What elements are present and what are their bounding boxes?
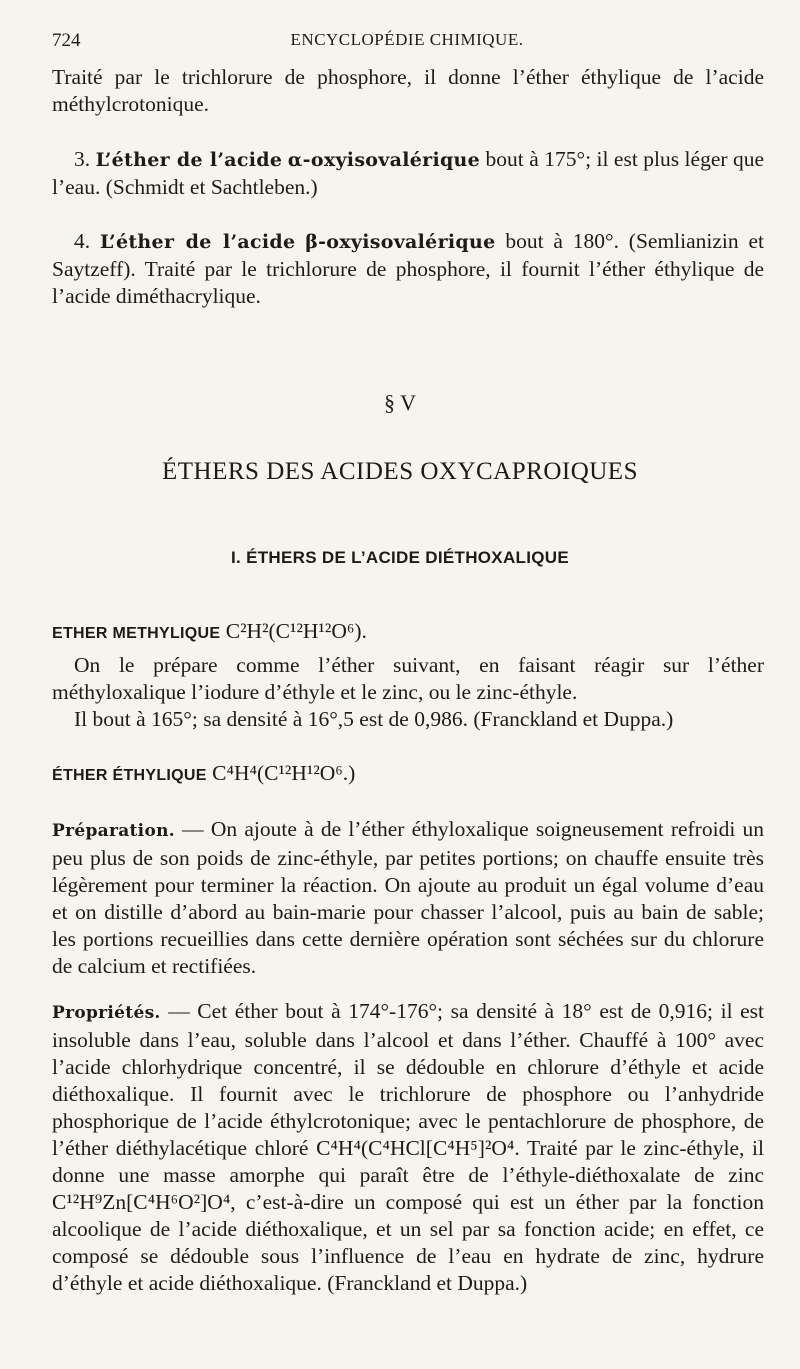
section-mark: § V: [384, 390, 416, 415]
intro-paragraph: [52, 64, 764, 118]
preparation-text: — On ajoute à de l’éther éthyloxalique soigneusement refroidi un peu plus de son poids de zinc-éthyle, par petites portions; on chauffe ensuite très légèrement pour terminer la réaction. On ajoute au produit un égal volume d’eau et on distille d’abord au bain-marie pour chasser l’alcool, puis au bain de sable; les portions recueillies dans cette dernière opération sont séchées sur du chlorure de calcium et rectifiées.: [52, 817, 764, 978]
proprietes-label: Propriétés.: [52, 1003, 161, 1023]
item-3-number: 3.: [74, 147, 91, 171]
preparation-paragraph: [52, 816, 764, 980]
item-3-paragraph: [52, 146, 764, 201]
item-4-rest: bout à 180°. (Semlianizin et Saytzeff). Traité par le trichlorure de phosphore, il fournit l’éther éthylique de l’acide diméthacrylique.: [52, 229, 764, 308]
item-3-rest: bout à 175°; il est plus léger que l’eau. (Schmidt et Sachtleben.): [52, 147, 765, 199]
methyl-heading-label: ETHER METHYLIQUE: [52, 625, 221, 642]
item-3-lead: L’éther de l’acide: [95, 149, 283, 171]
methyl-paragraph-2: [52, 706, 764, 733]
methyl-heading: [52, 618, 764, 647]
item-4-lead: L’éther de l’acide: [99, 231, 296, 253]
item-4-name: β-oxyisovalérique: [305, 231, 496, 253]
ethyl-heading-label: ÉTHER ÉTHYLIQUE: [52, 767, 207, 784]
methyl-text-2: Il bout à 165°; sa densité à 16°,5 est de 0,986. (Franckland et Duppa.): [74, 707, 674, 731]
item-3-name: α-oxyisovalérique: [287, 149, 481, 171]
ethyl-formula: C⁴H⁴(C¹²H¹²O⁶.): [212, 761, 356, 785]
running-title: ENCYCLOPÉDIE CHIMIQUE.: [290, 30, 524, 49]
proprietes-paragraph: [52, 998, 764, 1297]
proprietes-text: — Cet éther bout à 174°-176°; sa densité à 18° est de 0,916; il est insoluble dans l’eau, soluble dans l’alcool et dans l’éther. Chauffé à 100° avec l’acide chlorhydrique concentré, il se dédouble en chlorure d’éthyle et acide diéthoxalique. Il fournit avec le trichlorure de phosphore ou l’anhydride phosphorique de l’acide éthylcrotonique; avec le pentachlorure de phosphore, de l’éther diéthylacétique chloré C⁴H⁴(C⁴HCl[C⁴H⁵]²O⁴. Traité par le zinc-éthyle, il donne une masse amorphe qui paraît être de l’éthyle-diéthoxalate de zinc C¹²H⁹Zn[C⁴H⁶O²]O⁴, c’est-à-dire un composé qui est un éther par la fonction alcoolique de l’acide diéthoxalique, et un sel par sa fonction acide; en effet, ce composé se dédouble sous l’influence de l’eau en hydrate de zinc, hydrure d’éthyle et acide diéthoxalique. (Franckland et Duppa.): [52, 999, 764, 1295]
methyl-paragraph-1: [52, 652, 764, 706]
page-header: [52, 30, 762, 54]
section-title: ÉTHERS DES ACIDES OXYCAPROIQUES: [162, 458, 638, 485]
ethyl-heading: [52, 760, 764, 789]
intro-text: Traité par le trichlorure de phosphore, il donne l’éther éthylique de l’acide méthylcrotonique.: [52, 65, 764, 116]
page-number: 724: [52, 30, 81, 51]
section-subtitle: I. ÉTHERS DE L’ACIDE DIÉTHOXALIQUE: [231, 548, 569, 567]
methyl-formula: C²H²(C¹²H¹²O⁶).: [225, 619, 367, 643]
preparation-label: Préparation.: [52, 821, 175, 841]
item-4-number: 4.: [74, 229, 91, 253]
methyl-text-1: On le prépare comme l’éther suivant, en faisant réagir sur l’éther méthyloxalique l’iodure d’éthyle et le zinc, ou le zinc-éthyle.: [52, 653, 764, 704]
item-4-paragraph: [52, 228, 764, 310]
